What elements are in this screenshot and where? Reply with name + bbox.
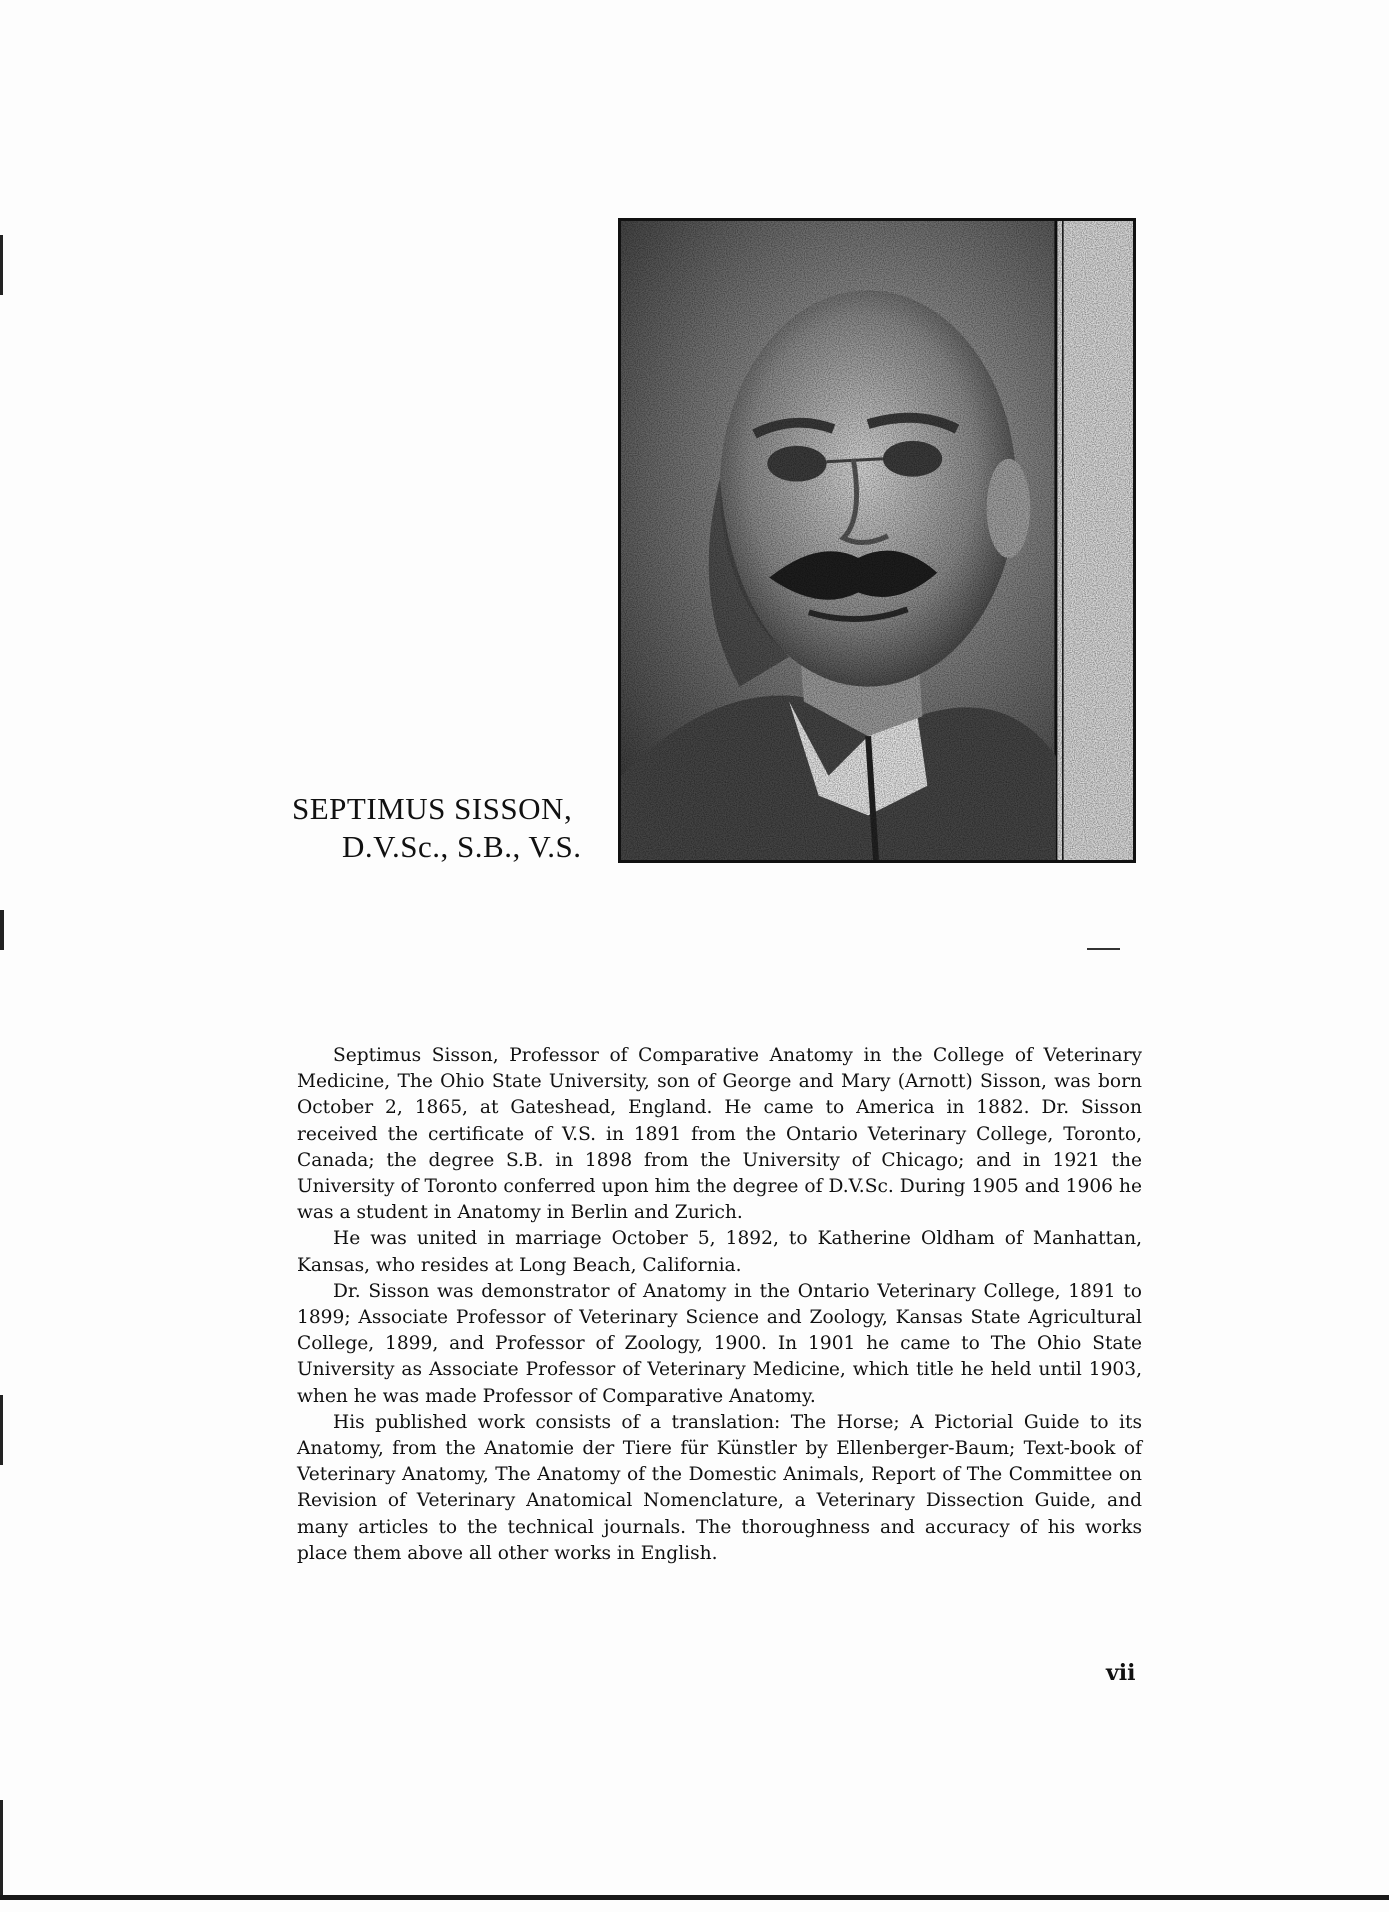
biography-text [297,1043,1142,1567]
scan-bottom-edge [0,1895,1389,1900]
biography-paragraph: Septimus Sisson, Professor of Comparative Anatomy in the College of Veterinary Medicine, The Ohio State University, son of George and Mary (Arnott) Sisson, was born October 2, 1865, at Gateshead, England. He came to America in 1882. Dr. Sisson received the certificate of V.S. in 1891 from the Ontario Veterinary College, Toronto, Canada; the degree S.B. in 1898 from the University of Chicago; and in 1921 the University of Toronto conferred upon him the degree of D.V.Sc. During 1905 and 1906 he was a student in Anatomy in Berlin and Zurich. [297,1045,1142,1224]
separator-dash [1087,948,1120,950]
biography-paragraph: He was united in marriage October 5, 1892, to Katherine Oldham of Manhattan, Kansas, who resides at Long Beach, California. [297,1228,1142,1276]
scan-edge-mark [0,1395,3,1465]
scan-edge-mark [0,235,3,295]
page-number: vii [1106,1660,1136,1686]
scan-edge-mark [0,1800,3,1895]
caption-degrees: D.V.Sc., S.B., V.S. [342,829,582,864]
biography-paragraph: His published work consists of a translation: The Horse; A Pictorial Guide to its Anatomy, from the Anatomie der Tiere für Künstler by Ellenberger-Baum; Text-book of Veterinary Anatomy, The Anatomy of the Domestic Animals, Report of The Committee on Revision of Veterinary Anatomical Nomenclature, a Veterinary Dissection Guide, and many articles to the technical journals. The thoroughness and accuracy of his works place them above all other works in English. [297,1411,1142,1564]
caption-name: SEPTIMUS SISSON, [292,791,573,826]
biography-paragraph: Dr. Sisson was demonstrator of Anatomy in the Ontario Veterinary College, 1891 to 1899; Associate Professor of Veterinary Science and Zoology, Kansas State Agricultural College, 1899, and Professor of Zoology, 1900. In 1901 he came to The Ohio State University as Associate Professor of Veterinary Medicine, which title he held until 1903, when he was made Professor of Comparative Anatomy. [297,1280,1142,1407]
scan-edge-mark [0,910,4,950]
portrait-caption [292,790,610,866]
portrait-photo [618,218,1136,863]
